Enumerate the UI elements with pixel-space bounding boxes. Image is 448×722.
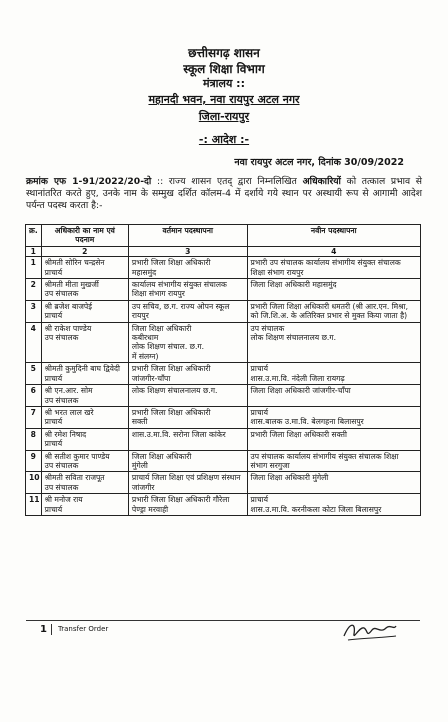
serial-number-cell: 9 — [26, 450, 42, 472]
current-posting-cell: प्राचार्य जिला शिक्षा एवं प्रशिक्षण संस्थान जांजगीर — [128, 472, 247, 494]
officer-name-cell: श्री मनोज राय प्राचार्य — [41, 494, 128, 516]
serial-number-cell: 2 — [26, 279, 42, 301]
current-posting-cell: जिला शिक्षा अधिकारी कबीरधाम लोक शिक्षण संचाल. छ.ग. में संलग्न) — [128, 322, 247, 363]
current-posting-cell: उप सचिव, छ.ग. राज्य ओपन स्कूल रायपुर — [128, 300, 247, 322]
place-and-date: नवा रायपुर अटल नगर, दिनांक 30/09/2022 — [234, 157, 404, 168]
table-row — [26, 257, 421, 279]
new-posting-cell: प्राचार्य शास.उ.मा.वि. करनीकला कोटा जिला बिलासपुर — [247, 494, 420, 516]
new-posting-cell: उप संचालक लोक शिक्षण संचालनालय छ.ग. — [247, 322, 420, 363]
table-row — [26, 300, 421, 322]
order-intro-paragraph — [26, 176, 422, 213]
intro-text-part2: को तत्काल प्रभाव से स्थानांतरित करते हुए, उनके नाम के सम्मुख दर्शित कॉलम-4 में दर्शाये गये स्थान पर अस्थायी रूप से आगामी आदेश पर्यन्त पदस्थ करता है:- — [26, 176, 422, 212]
order-title: -: आदेश :- — [198, 133, 250, 146]
officer-name-cell: श्रीमती सोरिन चन्द्रसेन प्राचार्य — [41, 257, 128, 279]
current-posting-cell: कार्यालय संभागीय संयुक्त संचालक शिक्षा संभाग रायपुर — [128, 279, 247, 301]
current-posting-cell: प्रभारी जिला शिक्षा अधिकारी जांजगीर-चाँपा — [128, 363, 247, 385]
table-row — [26, 363, 421, 385]
department-name: स्कूल शिक्षा विभाग — [183, 62, 265, 76]
serial-number-cell: 11 — [26, 494, 42, 516]
serial-number-cell: 8 — [26, 428, 42, 450]
header-current-posting: वर्तमान पदस्थापना — [128, 225, 247, 247]
serial-number-cell: 5 — [26, 363, 42, 385]
header-new-posting: नवीन पदस्थापना — [247, 225, 420, 247]
new-posting-cell: उप संचालक कार्यालय संभागीय संयुक्त संचालक शिक्षा संभाग सरगुजा — [247, 450, 420, 472]
district-label: जिला-रायपुर — [198, 110, 250, 123]
table-row — [26, 279, 421, 301]
officer-name-cell: श्री ब्रजेश बाजपेई प्राचार्य — [41, 300, 128, 322]
building-address: महानदी भवन, नवा रायपुर अटल नगर — [148, 93, 300, 106]
table-row — [26, 428, 421, 450]
table-row — [26, 472, 421, 494]
officer-name-cell: श्री राकेश पाण्डेय उप संचालक — [41, 322, 128, 363]
current-posting-cell: प्रभारी जिला शिक्षा अधिकारी गौरेला पेण्ड्रा मरवाही — [128, 494, 247, 516]
officer-name-cell: श्री एन.आर. सोम उप संचालक — [41, 385, 128, 407]
serial-number-cell: 3 — [26, 300, 42, 322]
current-posting-cell: प्रभारी जिला शिक्षा अधिकारी महासमुंद — [128, 257, 247, 279]
officer-name-cell: श्रीमती मीता मुखर्जी उप संचालक — [41, 279, 128, 301]
column-number-row — [26, 246, 421, 256]
new-posting-cell: जिला शिक्षा अधिकारी जांजगीर-चाँपा — [247, 385, 420, 407]
table-row — [26, 494, 421, 516]
serial-number-cell: 7 — [26, 406, 42, 428]
table-row — [26, 450, 421, 472]
transfer-table — [25, 224, 421, 516]
new-posting-cell: प्राचार्य शास.उ.मा.वि. नंदेली जिला रायगढ़ — [247, 363, 420, 385]
intro-text-part1: :: राज्य शासन एतद् द्वारा निम्नलिखित — [157, 176, 297, 187]
officer-name-cell: श्री सतीश कुमार पाण्डेय उप संचालक — [41, 450, 128, 472]
current-posting-cell: जिला शिक्षा अधिकारी मुंगेली — [128, 450, 247, 472]
table-row — [26, 406, 421, 428]
serial-number-cell: 4 — [26, 322, 42, 363]
new-posting-cell: जिला शिक्षा अधिकारी महासमुंद — [247, 279, 420, 301]
officer-name-cell: श्री भरत लाल खरे प्राचार्य — [41, 406, 128, 428]
officer-name-cell: श्रीमती कुमुदिनी बाघ द्विवेदी प्राचार्य — [41, 363, 128, 385]
col-number: 2 — [41, 246, 128, 256]
new-posting-cell: प्रभारी उप संचालक कार्यालय संभागीय संयुक्त संचालक शिक्षा संभाग रायपुर — [247, 257, 420, 279]
serial-number-cell: 1 — [26, 257, 42, 279]
header-officer: अधिकारी का नाम एवं पदनाम — [41, 225, 128, 247]
table-header-row — [26, 225, 421, 247]
officer-name-cell: श्रीमती सविता राजपूत उप संचालक — [41, 472, 128, 494]
new-posting-cell: जिला शिक्षा अधिकारी मुंगेली — [247, 472, 420, 494]
signature — [340, 618, 400, 644]
new-posting-cell: प्रभारी जिला शिक्षा अधिकारी धमतरी (श्री आर.एन. मिश्रा, को जि.शि.अ. के अतिरिक्त प्रभार से मुक्त किया जाता है) — [247, 300, 420, 322]
col-number: 1 — [26, 246, 42, 256]
current-posting-cell: प्रभारी जिला शिक्षा अधिकारी सक्ती — [128, 406, 247, 428]
officer-name-cell: श्री रमेश निषाद प्राचार्य — [41, 428, 128, 450]
header-serial: क्र. — [26, 225, 42, 247]
serial-number-cell: 6 — [26, 385, 42, 407]
table-row — [26, 385, 421, 407]
order-number: क्रमांक एफ 1-91/2022/20-दो — [26, 176, 152, 187]
serial-number-cell: 10 — [26, 472, 42, 494]
col-number: 4 — [247, 246, 420, 256]
table-body — [26, 257, 421, 516]
page-number: 1 — [40, 624, 52, 635]
table-row — [26, 322, 421, 363]
new-posting-cell: प्राचार्य शास.बालक उ.मा.वि. बेलगहना बिलासपुर — [247, 406, 420, 428]
govt-name: छत्तीसगढ़ शासन — [188, 46, 260, 60]
col-number: 3 — [128, 246, 247, 256]
intro-bold-word: अधिकारियों — [302, 176, 341, 187]
new-posting-cell: प्रभारी जिला शिक्षा अधिकारी सक्ती — [247, 428, 420, 450]
current-posting-cell: शास.उ.मा.वि. सरोना जिला कांकेर — [128, 428, 247, 450]
footer-label: Transfer Order — [58, 625, 109, 633]
ministry-label: मंत्रालय :: — [203, 77, 245, 90]
current-posting-cell: लोक शिक्षण संचालनालय छ.ग. — [128, 385, 247, 407]
